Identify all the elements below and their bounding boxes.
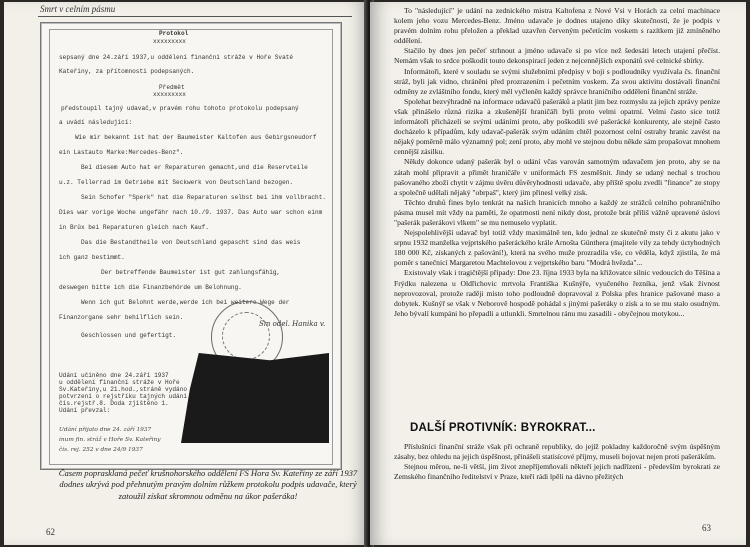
section-heading: DALŠÍ PROTIVNÍK: BYROKRAT...	[410, 422, 596, 434]
page-number-right: 63	[702, 523, 711, 533]
doc-line: Wenn ich gut Belohnt werde,werde ich bei weitere Wege der	[81, 299, 290, 306]
left-page	[4, 2, 368, 545]
running-head: Smrt v celním pásmu	[40, 4, 116, 14]
doc-footer-line: Udání učiněno dne 24.září 1937	[59, 372, 169, 379]
doc-footer-line: u oddělení finanční stráže v Hoře	[59, 379, 180, 386]
doc-line: Geschlossen und gefertigt.	[81, 332, 177, 339]
doc-footer-line: Udání převzal:	[59, 407, 111, 414]
document-title-underline: xxxxxxxxx	[153, 38, 186, 45]
paragraph: Stejnou měrou, ne-li větší, jim život znepříjemňovali někteří jejich nadřízení - především byrokrati ze Zemského finančního ředitelství v Praze, kteří rádi lpěli na dávno přežitých	[394, 462, 720, 482]
signature: Sm odel. Hanika v.	[259, 320, 326, 328]
page-number-left: 62	[46, 527, 55, 537]
doc-line: Dies war vorige Woche ungefähr nach 10./9. 1937. Das Auto war schon einm	[59, 209, 323, 216]
handwritten-note: inum fin. stráž v Hoře Sv. Kateřiny	[59, 437, 161, 443]
doc-line: in Brüx bei Reparaturen gleich nach Kauf.	[59, 224, 209, 231]
paragraph: Těchto druhů fines bylo tenkrát na našich hranicích mnoho a každý ze strážců celního pohraničního pásma musel mít vždy na paměti, že opatrnosti není nikdy dost, protože brát příliš vážně upravené úslovi "pašerák pašerákovi vlkem" se mu nemuselo vyplatit.	[394, 197, 720, 227]
paragraph: Nejspolehlivější udavač byl totiž vždy maximálně ten, kdo jednal ze skutečně msty či z akutu jako v srpnu 1932 manželka vejprtského pašeráckého krále Arnošta Günthera (majitele vily za tehdy úctyhodných 180 000 Kč, získaných z pašování!), která na svého muže prozradila vše, co věděla, když zjistila, že má poměr s tanečnicí Margaretou Machtelovou z vejprtského baru "Modrá hvězda"...	[394, 228, 720, 268]
photo-caption: Časem poprasklaná pečeť krušnohorského oddělení FS Hora Sv. Kateřiny ze září 1937 dodnes ukrývá pod přehnutým pravým dolním růžkem protokolu podpis udavače, který zatoužil získat skromnou odměnu na úkor pašeráka!	[58, 468, 358, 501]
paragraph: Někdy dokonce udaný pašerák byl o udání včas varován samotným udavačem jen proto, aby se na zátah mohl připravit a přimět hraničáře v uniformách FS zesměšnit. Jindy se udaný nechal s trochou pašovaného zboží chytit v zájmu úvěru důvěryhodnosti udavače, aby příště spolu zvedli "finance" ze stopy a společně udělali nějaký "obrpaš", který jim přinesl velký zisk.	[394, 157, 720, 197]
doc-line: sepsaný dne 24.září 1937,u oddělení finanční stráže v Hoře Svaté	[59, 54, 294, 61]
right-page	[370, 2, 746, 545]
doc-line: Sein Schofer "Sperk" hat die Reparaturen selbst bei ihm vollbracht.	[81, 194, 327, 201]
torn-seal-shadow	[181, 353, 329, 443]
doc-line: předstoupil tajný udavač,v pravém rohu tohoto protokolu podepsaný	[61, 105, 299, 112]
doc-line: Bei diesem Auto hat er Reparaturen gemacht,und die Reservteile	[81, 164, 308, 171]
paragraph: Stačilo by dnes jen pečeť strhnout a jméno udavače si po více než šedesáti letech utajení přečíst. Nemám však to srdce poškodit touto dekonspirací jeden z nejcennějších exponátů své celnické sbírky.	[394, 46, 720, 66]
doc-line: deswegen bitte ich die Finanzbehörde um Belohnung.	[59, 284, 242, 291]
doc-line: Das die Bestandtheile von Deutschland gepascht sind das weis	[81, 239, 301, 246]
header-rule	[38, 16, 352, 17]
body-text	[394, 6, 720, 319]
body-text-continued	[394, 442, 720, 482]
protocol-document-photo	[40, 22, 342, 470]
doc-line: Der betreffende Baumeister ist gut zahlungsfähig,	[101, 269, 281, 276]
doc-line: Finanzorgane sehr behilflich sein.	[59, 314, 184, 321]
doc-line: ich ganz bestimmt.	[59, 254, 125, 261]
doc-line: a uvádí následující:	[59, 119, 133, 126]
doc-line: xxxxxxxxx	[153, 91, 186, 98]
document-title: Protokol	[159, 30, 189, 37]
paragraph: Spolehat bezvýhradně na informace udavačů pašeráků a platit jim bez rozmyslu za jejich zprávy peníze však přinášelo různá rizika a zkušenější hraničáři byli proto velmi opatrní. Velmi často sice totiž informátoři přicházeli se svými udáními proto, aby poškodili své pašerácké konkurenty, ale stejně často docházelo k případům, kdy udavač-pašerák svým udáním chtěl pozornost celní ostrahy hranic zavést na nějaký poměrně málo významný pol; zení proto, aby mohl ve stejnou dobu někde sám propašovat mnohem cennější zásilku.	[394, 96, 720, 157]
handwritten-note: Udání přijato dne 24. září 1937	[59, 427, 152, 433]
doc-line: Předmět	[159, 84, 185, 91]
doc-line: ein Lastauto Marke:Mercedes-Benz".	[59, 149, 184, 156]
doc-footer-line: Sv.Kateřiny,u 21.hod.,stráně vydáno	[59, 386, 187, 393]
doc-line: Wie mir bekannt ist hat der Baumeister Kaltofen aus Gebirgsneudorf	[75, 134, 317, 141]
doc-line: Kateřiny, za přítomnosti podepsaných.	[59, 68, 195, 75]
handwritten-note: čis. rej. 252 v dne 24/9 1937	[59, 447, 143, 453]
paragraph: Příslušníci finanční stráže však při ochraně republiky, do jejíž pokladny každoročně svým úspěšným zásahy, bez ohledu na jejich úspěšnost, přinášeli statisícové příjmy, museli bojovat nejen proti pašerákům.	[394, 442, 720, 462]
paragraph: To "následující" je udání na zednického mistra Kaltofena z Nové Vsi v Horách za celní machinace kolem jeho vozu Mercedes-Benz. Jméno udavače je dodnes utajeno díky skutečnosti, že je podpis v pravém dolním rohu přeložen a překlad uzavřen červeným pečetícím voskem s razítkem již zmíněného oddělení.	[394, 6, 720, 46]
paragraph: Informátoři, které v souladu se svými služebními předpisy v boji s podloudníky využívala čs. finanční stráž, byli jak vidno, chráněni před prozrazením i pečetním voskem. Za svou aktivitu dostávali finanční odměny ze zvláštního fondu, který měl vyčleněn každý správce hraničního oddělení finanční stráže.	[394, 66, 720, 96]
paragraph: Existovaly však i tragičtější případy: Dne 23. října 1933 byla na křižovatce silnic vedoucích do Těšína a Frýdku nalezena u Oldřichovic mrtvola Františka Kušnýře, vyučeného řezníka, jenž však živnost neprovozoval, protože raději místo toho podloudně dopravoval z Polska přes hranice pašované maso a dobytek. Kušnýř se však v Neborově hospodě pohádal s jinými pašeráky o zisk a to se mu stalo osudným. Jeho bývalí kumpáni ho přepadli a utlunkli. Smrtelnou ránu mu zasadili - obyčejnou motykou...	[394, 268, 720, 318]
doc-line: u.z. Tellerrad im Getriebe mit Seckwerk von Deutschland bezogen.	[59, 179, 294, 186]
doc-footer-line: čís.rejstř.8. Doda zjištěno 1.	[59, 400, 169, 407]
doc-footer-line: potvrzení o rejstříku tajných udání	[59, 393, 187, 400]
